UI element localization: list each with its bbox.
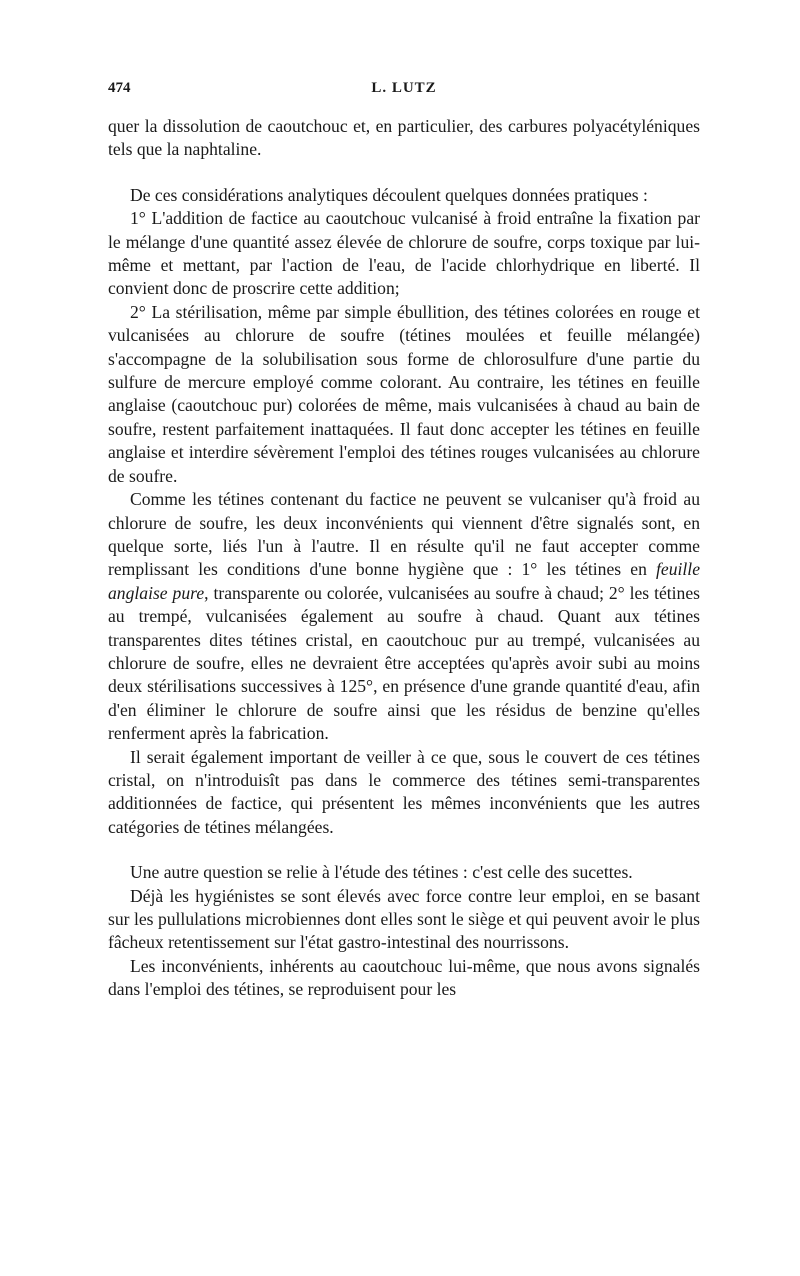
paragraph-continuation: quer la dissolution de caoutchouc et, en particulier, des carbures polyacétyléniques tels que la naphtaline. — [108, 116, 700, 160]
paragraph-hygienists: Déjà les hygiénistes se sont élevés avec force contre leur emploi, en se basant sur les pullulations microbiennes dont elles sont le siège et qui peuvent avoir le plus fâcheux retentissement sur l'état gastro-intestinal des nourrissons. — [108, 885, 700, 953]
section-spacer — [108, 162, 700, 184]
paragraph-recommendation: Il serait également important de veiller à ce que, sous le couvert de ces tétines cristal, on n'introduisît pas dans le commerce des tétines semi-transparentes additionnées de factice, qui présentent les mêmes inconvénients que les autres catégories de tétines mélangées. — [108, 746, 700, 837]
paragraph-conclusion — [108, 488, 700, 745]
paragraph-continued: Les inconvénients, inhérents au caoutchouc lui-même, que nous avons signalés dans l'emploi des tétines, se reproduisent pour les — [108, 955, 700, 1000]
paragraph-text: , transparente ou colorée, vulcanisées au soufre à chaud; 2° les tétines au trempé, vulcanisées également au soufre à chaud. Quant aux tétines transparentes dites tétines cristal, en caoutchouc pur au trempé, vulcanisées au chlorure de soufre, elles ne devraient être acceptées qu'après avoir subi au moins deux stérilisations successives à 125°, en présence d'une grande quantité d'eau, afin d'en éliminer le chlorure de soufre ainsi que les résidus de benzine qu'elles renferment après la fabrication. — [108, 582, 700, 744]
running-head: L. LUTZ — [371, 80, 437, 96]
paragraph-point-2: 2° La stérilisation, même par simple ébullition, des tétines colorées en rouge et vulcanisées au chlorure de soufre (tétines moulées et feuille mélangée) s'accompagne de la solubilisation sous forme de chlorosulfure d'une partie du sulfure de mercure employé comme colorant. Au contraire, les tétines en feuille anglaise (caoutchouc pur) colorées de même, mais vulcanisées à chaud au bain de soufre, restent parfaitement inattaquées. Il faut donc accepter les tétines en feuille anglaise et interdire sévèrement l'emploi des tétines rouges vulcanisées au chlorure de soufre. — [108, 301, 700, 486]
section-spacer — [108, 839, 700, 861]
page-body — [108, 115, 700, 1002]
page-header — [108, 80, 700, 104]
paragraph-text: Comme les tétines contenant du factice ne peuvent se vulcaniser qu'à froid au chlorure de soufre, les deux inconvénients qui viennent d'être signalés sont, en quelque sorte, liés l'un à l'autre. Il en résulte qu'il ne faut accepter comme remplissant les conditions d'une bonne hygiène que : 1° les tétines en — [108, 489, 700, 580]
page-number: 474 — [108, 80, 131, 96]
paragraph-point-1: 1° L'addition de factice au caoutchouc vulcanisé à froid entraîne la fixation par le mélange d'une quantité assez élevée de chlorure de soufre, corps toxique par lui-même et mettant, par l'action de l'eau, de l'acide chlorhydrique en liberté. Il convient donc de proscrire cette addition; — [108, 208, 700, 299]
paragraph-question: Une autre question se relie à l'étude des tétines : c'est celle des sucettes. — [130, 862, 633, 883]
paragraph-intro: De ces considérations analytiques découlent quelques données pratiques : — [130, 184, 648, 205]
emphasized-term: feuille anglaise pure — [108, 559, 700, 603]
